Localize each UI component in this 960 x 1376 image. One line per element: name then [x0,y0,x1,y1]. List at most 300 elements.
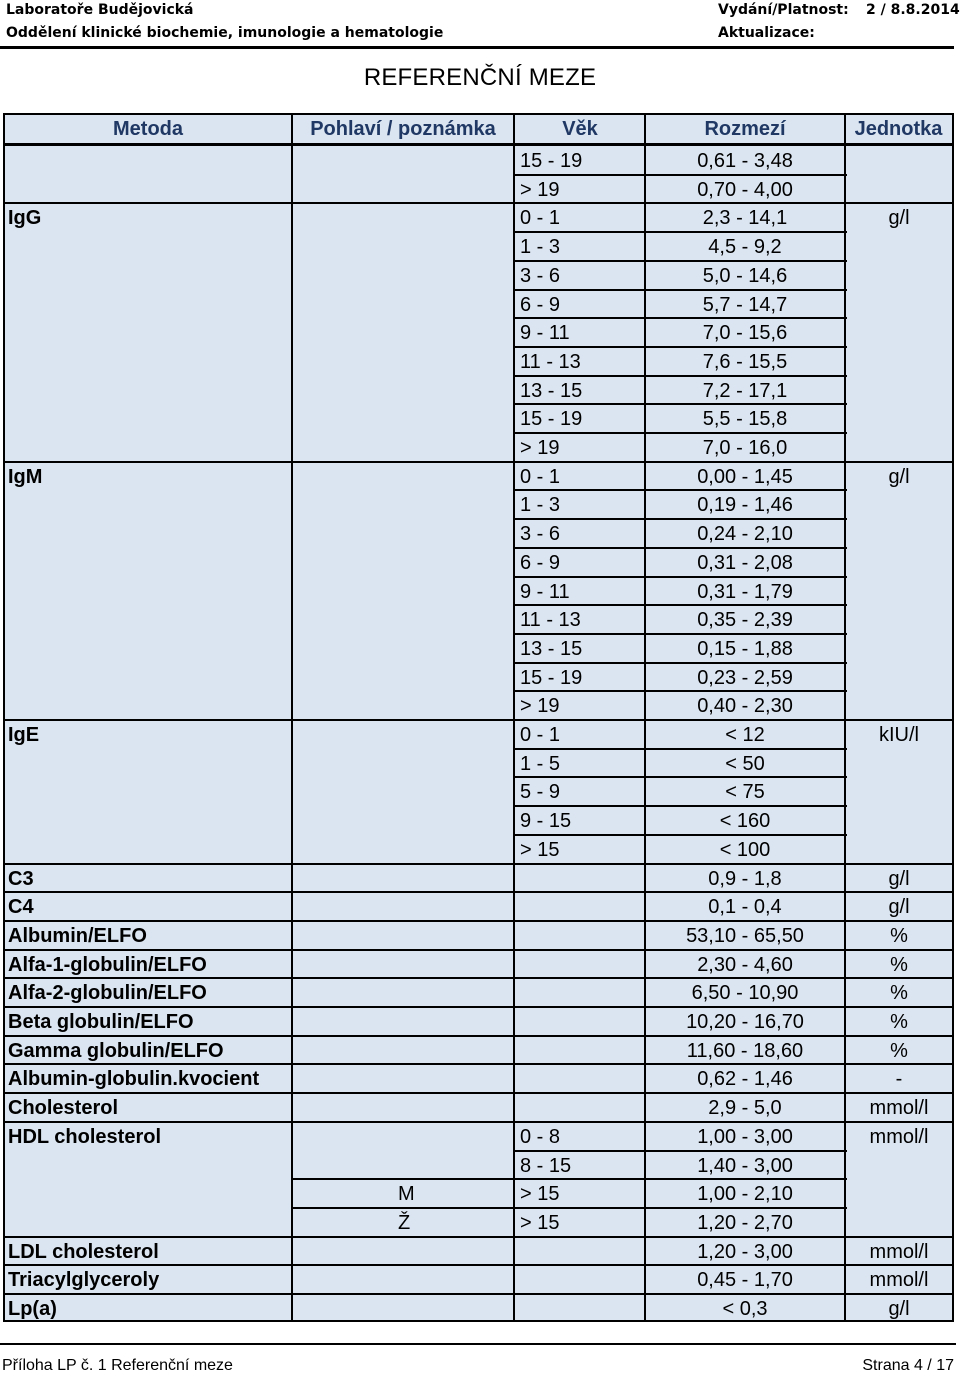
table-row [5,1265,952,1294]
cell-vek: 15 - 19 [520,408,583,431]
cell-vek: 15 - 19 [520,150,583,172]
table-row [5,749,952,778]
cell-jednotka: mmol/l [869,1125,929,1148]
cell-pohlavi: Ž [398,1211,411,1234]
table-row [5,347,952,376]
table-row [5,892,952,921]
column-header-vek: Věk [562,118,598,140]
row-divider [514,547,847,549]
column-header-rozmezi: Rozmezí [704,118,786,140]
cell-rozmezi: 5,0 - 14,6 [702,264,788,287]
cell-rozmezi: 0,23 - 2,59 [697,666,793,689]
cell-pohlavi [294,376,508,405]
row-divider [5,1092,952,1094]
cell-rozmezi: 0,40 - 2,30 [697,695,793,718]
table-row [5,1151,952,1180]
row-divider [514,776,847,778]
cell-jednotka: % [890,953,908,976]
row-divider [514,805,847,807]
issue-value: 2 / 8.8.2014 [866,2,960,18]
cell-metoda [8,1208,290,1237]
row-divider [514,260,847,262]
cell-metoda [8,146,290,175]
cell-vek [516,1007,648,1036]
cell-rozmezi: < 12 [725,724,765,746]
row-divider [514,489,847,491]
table-row [5,577,952,606]
cell-vek: 9 - 15 [520,810,572,833]
table-row [5,490,952,519]
row-divider [514,174,847,176]
cell-vek [516,1036,648,1065]
cell-rozmezi: 1,00 - 2,10 [697,1183,793,1206]
table-row [5,519,952,548]
cell-vek [516,892,648,921]
cell-jednotka [846,1208,952,1237]
row-divider [292,1207,516,1209]
cell-jednotka: mmol/l [869,1269,929,1292]
document-footer [0,1343,960,1376]
cell-metoda [8,777,290,806]
cell-vek: 9 - 11 [520,580,570,603]
cell-metoda: IgG [8,207,42,230]
cell-jednotka: % [890,982,908,1005]
cell-pohlavi: M [398,1183,415,1206]
cell-metoda [8,691,290,720]
cell-jednotka: g/l [888,1298,910,1320]
cell-pohlavi [294,921,508,950]
cell-pohlavi [294,462,508,491]
cell-jednotka [846,1179,952,1208]
cell-jednotka: % [890,1039,908,1062]
cell-vek: 6 - 9 [520,293,561,316]
cell-metoda [8,1151,290,1180]
cell-jednotka [846,1151,952,1180]
cell-jednotka: mmol/l [869,1097,929,1120]
cell-vek [516,921,648,950]
cell-rozmezi: 0,61 - 3,48 [697,150,793,172]
cell-metoda [8,749,290,778]
cell-vek: 5 - 9 [520,781,561,804]
table-row [5,1294,952,1323]
cell-jednotka [846,318,952,347]
cell-metoda [8,490,290,519]
row-divider [5,863,952,865]
cell-rozmezi: 1,00 - 3,00 [697,1125,793,1148]
table-row [5,433,952,462]
table-row [5,404,952,433]
department-name: Oddělení klinické biochemie, imunologie a hematologie [6,25,444,41]
cell-pohlavi [294,347,508,376]
cell-metoda: Beta globulin/ELFO [8,1011,194,1033]
cell-pohlavi [294,1122,508,1151]
row-divider [514,317,847,319]
cell-metoda: Alfa-2-globulin/ELFO [8,982,207,1005]
row-divider [5,1006,952,1008]
row-divider [5,920,952,922]
cell-pohlavi [294,1007,508,1036]
cell-metoda [8,404,290,433]
cell-pohlavi [294,806,508,835]
row-divider [514,375,847,377]
cell-metoda [8,548,290,577]
cell-jednotka [846,261,952,290]
cell-jednotka [846,749,952,778]
lab-name: Laboratoře Budějovická [6,2,194,18]
row-divider [514,518,847,520]
cell-metoda [8,1179,290,1208]
cell-jednotka [846,175,952,204]
row-divider [514,403,847,405]
cell-metoda: C3 [8,867,34,890]
cell-metoda: C4 [8,896,34,919]
cell-metoda [8,232,290,261]
row-divider [514,432,847,434]
cell-pohlavi [294,1265,508,1294]
cell-pohlavi [294,175,508,204]
cell-jednotka [846,777,952,806]
cell-metoda [8,605,290,634]
cell-metoda [8,318,290,347]
cell-jednotka: mmol/l [869,1240,929,1263]
cell-metoda: Albumin-globulin.kvocient [8,1068,260,1091]
cell-rozmezi: 7,6 - 15,5 [702,350,788,373]
footer-divider [0,1343,956,1345]
cell-jednotka [846,605,952,634]
cell-pohlavi [294,404,508,433]
cell-jednotka: % [890,1011,908,1033]
cell-vek: 1 - 3 [520,494,561,517]
cell-pohlavi [294,663,508,692]
row-divider [514,633,847,635]
cell-vek: > 15 [520,1183,560,1206]
cell-vek: > 15 [520,1211,560,1234]
table-row [5,1179,952,1208]
footer-page-number: Strana 4 / 17 [862,1357,954,1374]
table-row [5,691,952,720]
table-row [5,978,952,1007]
cell-pohlavi [294,1093,508,1122]
column-header-jednotka: Jednotka [854,118,943,140]
table-row [5,806,952,835]
cell-vek: 0 - 8 [520,1125,561,1148]
cell-rozmezi: 1,20 - 3,00 [697,1240,793,1263]
cell-metoda [8,261,290,290]
row-divider [5,1264,952,1266]
cell-vek [516,1237,648,1266]
page-title: REFERENČNÍ MEZE [363,64,597,91]
cell-metoda: HDL cholesterol [8,1125,161,1148]
cell-rozmezi: < 50 [725,752,765,775]
cell-metoda [8,433,290,462]
table-row [5,261,952,290]
cell-jednotka [846,663,952,692]
table-row [5,175,952,204]
cell-pohlavi [294,835,508,864]
cell-vek: 1 - 3 [520,236,561,259]
cell-rozmezi: 2,30 - 4,60 [697,953,793,976]
cell-rozmezi: 5,5 - 15,8 [702,408,788,431]
cell-jednotka: g/l [888,207,910,230]
row-divider [5,949,952,951]
cell-metoda: Alfa-1-globulin/ELFO [8,953,207,976]
table-header [5,115,952,146]
cell-rozmezi: 0,9 - 1,8 [708,867,782,890]
table-row [5,203,952,232]
cell-vek [516,950,648,979]
cell-vek: 13 - 15 [520,637,583,660]
reference-table [3,113,954,1322]
column-divider [844,115,846,1320]
cell-jednotka [846,376,952,405]
cell-rozmezi: 7,0 - 16,0 [702,437,788,459]
cell-rozmezi: 0,00 - 1,45 [697,465,793,488]
cell-vek [516,1294,648,1323]
cell-rozmezi: 0,31 - 2,08 [697,551,793,574]
cell-jednotka: % [890,924,908,947]
cell-pohlavi [294,519,508,548]
cell-pohlavi [294,691,508,720]
cell-jednotka [846,146,952,175]
row-divider [5,977,952,979]
cell-vek [516,1093,648,1122]
cell-vek: 3 - 6 [520,523,561,546]
cell-pohlavi [294,892,508,921]
cell-rozmezi: 4,5 - 9,2 [708,236,782,259]
cell-metoda [8,376,290,405]
cell-rozmezi: 0,62 - 1,46 [697,1068,793,1091]
cell-pohlavi [294,232,508,261]
cell-pohlavi [294,1064,508,1093]
cell-vek: 13 - 15 [520,379,583,402]
cell-rozmezi: < 100 [719,838,771,861]
cell-rozmezi: 7,2 - 17,1 [702,379,788,402]
table-row [5,290,952,319]
cell-jednotka: kIU/l [879,724,919,746]
cell-vek: > 19 [520,178,560,201]
cell-jednotka [846,806,952,835]
row-divider [514,346,847,348]
cell-metoda [8,806,290,835]
cell-jednotka [846,433,952,462]
cell-pohlavi [294,318,508,347]
row-divider [5,461,952,463]
row-divider [5,202,952,204]
cell-vek: 11 - 13 [520,350,581,373]
header-divider [0,46,954,49]
cell-pohlavi [294,203,508,232]
cell-rozmezi: < 75 [725,781,765,804]
cell-vek [516,864,648,893]
cell-metoda [8,577,290,606]
cell-pohlavi [294,777,508,806]
cell-rozmezi: < 0,3 [722,1298,768,1320]
table-row [5,634,952,663]
cell-jednotka [846,232,952,261]
cell-rozmezi: 10,20 - 16,70 [686,1011,804,1033]
cell-metoda [8,290,290,319]
cell-rozmezi: 53,10 - 65,50 [686,924,804,947]
cell-pohlavi [294,490,508,519]
table-row [5,1237,952,1266]
row-divider [5,1063,952,1065]
cell-rozmezi: 2,9 - 5,0 [708,1097,782,1120]
table-row [5,146,952,175]
cell-metoda [8,663,290,692]
cell-metoda: Lp(a) [8,1298,57,1320]
table-row [5,921,952,950]
row-divider [5,1121,952,1123]
cell-rozmezi: 0,1 - 0,4 [708,896,782,919]
row-divider [5,719,952,721]
table-row [5,376,952,405]
table-row [5,1122,952,1151]
row-divider [514,690,847,692]
cell-rozmezi: 0,24 - 2,10 [697,523,793,546]
cell-jednotka [846,347,952,376]
cell-pohlavi [294,548,508,577]
row-divider [514,1207,847,1209]
cell-pohlavi [294,1036,508,1065]
cell-jednotka [846,404,952,433]
cell-vek: > 15 [520,838,560,861]
cell-jednotka [846,634,952,663]
cell-metoda: IgM [8,465,43,488]
table-row [5,1093,952,1122]
cell-rozmezi: 0,45 - 1,70 [697,1269,793,1292]
row-divider [514,231,847,233]
cell-vek: 11 - 13 [520,609,581,632]
cell-pohlavi [294,1237,508,1266]
table-row [5,720,952,749]
footer-annex: Příloha LP č. 1 Referenční meze [2,1357,233,1374]
row-divider [5,891,952,893]
row-divider [5,1035,952,1037]
cell-pohlavi [294,433,508,462]
cell-jednotka [846,691,952,720]
cell-jednotka: g/l [888,465,910,488]
cell-vek: 0 - 1 [520,724,561,746]
row-divider [514,748,847,750]
cell-vek: 6 - 9 [520,551,561,574]
cell-metoda [8,347,290,376]
document-header-line-1 [0,0,960,23]
cell-pohlavi [294,634,508,663]
cell-vek: 15 - 19 [520,666,583,689]
cell-rozmezi: 5,7 - 14,7 [702,293,788,316]
cell-pohlavi [294,978,508,1007]
table-row [5,548,952,577]
row-divider [514,604,847,606]
cell-jednotka: - [895,1068,903,1091]
column-header-pohlavi: Pohlaví / poznámka [310,118,496,140]
column-divider [513,115,515,1320]
cell-pohlavi [294,1151,508,1180]
cell-metoda: Cholesterol [8,1097,119,1120]
table-row [5,777,952,806]
cell-vek: 9 - 11 [520,322,570,345]
table-row [5,232,952,261]
cell-rozmezi: 1,40 - 3,00 [697,1154,793,1177]
table-row [5,1007,952,1036]
cell-rozmezi: 7,0 - 15,6 [702,322,788,345]
cell-rozmezi: 0,31 - 1,79 [697,580,793,603]
row-divider [514,576,847,578]
cell-metoda [8,835,290,864]
column-divider [291,115,293,1320]
table-row [5,1208,952,1237]
cell-jednotka [846,548,952,577]
table-row [5,605,952,634]
cell-pohlavi [294,605,508,634]
row-divider [514,1178,847,1180]
cell-pohlavi [294,1294,508,1323]
cell-pohlavi [294,290,508,319]
row-divider [292,1178,516,1180]
cell-vek [516,1064,648,1093]
cell-vek: 8 - 15 [520,1154,572,1177]
cell-jednotka [846,290,952,319]
cell-vek: 0 - 1 [520,207,561,230]
row-divider [514,289,847,291]
row-divider [514,834,847,836]
cell-pohlavi [294,577,508,606]
table-row [5,1036,952,1065]
column-header-metoda: Metoda [113,118,183,140]
cell-jednotka [846,490,952,519]
cell-vek [516,978,648,1007]
cell-metoda: LDL cholesterol [8,1240,159,1263]
cell-jednotka [846,577,952,606]
cell-jednotka: g/l [888,896,910,919]
row-divider [514,662,847,664]
cell-vek: 0 - 1 [520,465,561,488]
cell-rozmezi: 0,35 - 2,39 [697,609,793,632]
cell-metoda: Albumin/ELFO [8,924,147,947]
cell-pohlavi [294,261,508,290]
cell-vek: 1 - 5 [520,752,561,775]
table-row [5,1064,952,1093]
table-row [5,462,952,491]
row-divider [5,1293,952,1295]
cell-rozmezi: 0,19 - 1,46 [697,494,793,517]
update-label: Aktualizace: [718,25,815,41]
cell-rozmezi: 6,50 - 10,90 [691,982,799,1005]
cell-vek: > 19 [520,437,560,459]
cell-metoda [8,519,290,548]
cell-pohlavi [294,146,508,175]
cell-rozmezi: < 160 [719,810,771,833]
column-divider [644,115,646,1320]
table-row [5,950,952,979]
cell-rozmezi: 11,60 - 18,60 [686,1039,804,1062]
cell-pohlavi [294,720,508,749]
cell-vek [516,1265,648,1294]
row-divider [514,1150,847,1152]
cell-metoda: IgE [8,724,40,746]
table-row [5,864,952,893]
cell-metoda [8,175,290,204]
cell-pohlavi [294,864,508,893]
cell-vek: > 19 [520,695,560,718]
cell-rozmezi: 1,20 - 2,70 [697,1211,793,1234]
table-row [5,835,952,864]
cell-rozmezi: 0,70 - 4,00 [697,178,793,201]
cell-jednotka [846,835,952,864]
cell-metoda: Gamma globulin/ELFO [8,1039,224,1062]
cell-metoda [8,634,290,663]
cell-jednotka: g/l [888,867,910,890]
